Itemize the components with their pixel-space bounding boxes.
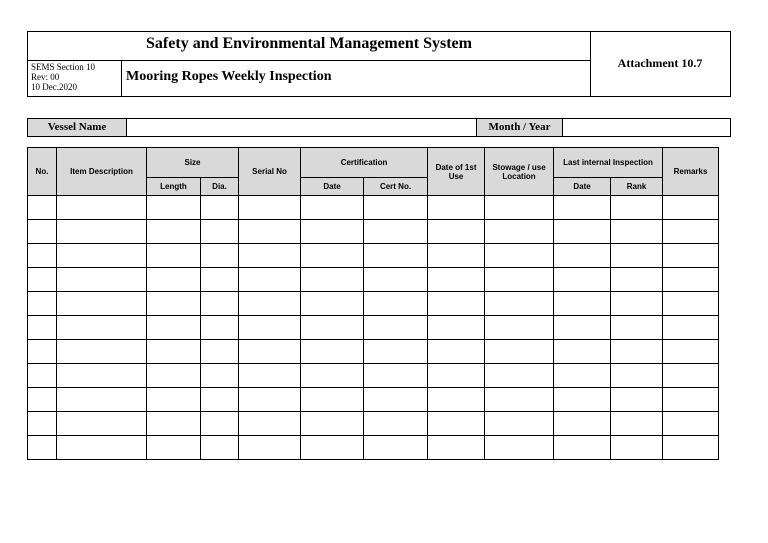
cell-length[interactable] [147,388,201,412]
header-divider-meta [121,60,122,96]
table-row [28,412,719,436]
col-header-size: Size [147,148,239,178]
cell-inspection-date[interactable] [554,364,611,388]
cell-serial-no[interactable] [239,340,301,364]
col-header-no: No. [28,148,57,196]
document-meta [31,62,121,92]
cell-cert-date[interactable] [301,292,364,316]
cell-inspection-rank[interactable] [611,340,663,364]
col-header-serial-no: Serial No [239,148,301,196]
cell-inspection-date[interactable] [554,244,611,268]
cell-inspection-rank[interactable] [611,196,663,220]
cell-inspection-date[interactable] [554,412,611,436]
cell-stowage-location[interactable] [485,388,554,412]
cell-no[interactable] [28,340,57,364]
cell-length[interactable] [147,436,201,460]
cell-length[interactable] [147,268,201,292]
cell-dia[interactable] [201,268,239,292]
col-header-inspection-rank: Rank [611,178,663,196]
cell-item-description[interactable] [57,340,147,364]
cell-cert-no[interactable] [364,412,428,436]
table-row [28,340,719,364]
table-row [28,268,719,292]
col-header-certification: Certification [301,148,428,178]
cell-no[interactable] [28,244,57,268]
cell-no[interactable] [28,196,57,220]
cell-length[interactable] [147,364,201,388]
cell-length[interactable] [147,316,201,340]
cell-no[interactable] [28,316,57,340]
cell-serial-no[interactable] [239,316,301,340]
cell-remarks[interactable] [663,364,719,388]
cell-stowage-location[interactable] [485,340,554,364]
cell-cert-date[interactable] [301,268,364,292]
cell-date-first-use[interactable] [428,292,485,316]
cell-cert-no[interactable] [364,220,428,244]
cell-remarks[interactable] [663,244,719,268]
cell-dia[interactable] [201,412,239,436]
cell-date-first-use[interactable] [428,220,485,244]
cell-serial-no[interactable] [239,220,301,244]
cell-no[interactable] [28,292,57,316]
col-header-length: Length [147,178,201,196]
cell-inspection-date[interactable] [554,340,611,364]
cell-dia[interactable] [201,364,239,388]
cell-length[interactable] [147,292,201,316]
cell-remarks[interactable] [663,196,719,220]
cell-inspection-rank[interactable] [611,316,663,340]
cell-serial-no[interactable] [239,244,301,268]
cell-no[interactable] [28,364,57,388]
doc-section: SEMS Section 10 [31,62,96,72]
cell-serial-no[interactable] [239,412,301,436]
table-row [28,364,719,388]
cell-cert-date[interactable] [301,220,364,244]
cell-remarks[interactable] [663,316,719,340]
doc-date: 10 Dec.2020 [31,82,77,92]
cell-remarks[interactable] [663,388,719,412]
cell-date-first-use[interactable] [428,412,485,436]
cell-item-description[interactable] [57,436,147,460]
cell-no[interactable] [28,220,57,244]
attachment-label: Attachment 10.7 [617,56,703,70]
cell-date-first-use[interactable] [428,364,485,388]
col-header-cert-date: Date [301,178,364,196]
cell-remarks[interactable] [663,268,719,292]
table-row [28,196,719,220]
cell-cert-no[interactable] [364,196,428,220]
col-header-remarks: Remarks [663,148,719,196]
table-row [28,292,719,316]
inspection-table [27,147,719,460]
cell-item-description[interactable] [57,412,147,436]
cell-cert-date[interactable] [301,388,364,412]
cell-inspection-date[interactable] [554,268,611,292]
cell-inspection-rank[interactable] [611,412,663,436]
cell-dia[interactable] [201,196,239,220]
doc-revision: Rev: 00 [31,72,60,82]
col-header-inspection-date: Date [554,178,611,196]
cell-inspection-rank[interactable] [611,436,663,460]
cell-item-description[interactable] [57,244,147,268]
cell-length[interactable] [147,340,201,364]
month-year-label: Month / Year [477,119,563,136]
cell-no[interactable] [28,268,57,292]
col-header-cert-no: Cert No. [364,178,428,196]
cell-remarks[interactable] [663,412,719,436]
cell-remarks[interactable] [663,340,719,364]
cell-length[interactable] [147,196,201,220]
col-header-item-description: Item Description [57,148,147,196]
cell-inspection-date[interactable] [554,292,611,316]
cell-date-first-use[interactable] [428,268,485,292]
table-body [28,196,719,460]
cell-date-first-use[interactable] [428,316,485,340]
table-row [28,244,719,268]
cell-length[interactable] [147,412,201,436]
cell-dia[interactable] [201,388,239,412]
cell-cert-date[interactable] [301,436,364,460]
cell-inspection-rank[interactable] [611,364,663,388]
cell-date-first-use[interactable] [428,436,485,460]
cell-inspection-rank[interactable] [611,220,663,244]
cell-inspection-date[interactable] [554,436,611,460]
cell-stowage-location[interactable] [485,292,554,316]
cell-length[interactable] [147,220,201,244]
cell-serial-no[interactable] [239,292,301,316]
cell-remarks[interactable] [663,292,719,316]
cell-serial-no[interactable] [239,436,301,460]
col-header-dia: Dia. [201,178,239,196]
vessel-name-field[interactable] [127,119,477,136]
cell-item-description[interactable] [57,364,147,388]
cell-dia[interactable] [201,220,239,244]
cell-cert-date[interactable] [301,364,364,388]
cell-cert-no[interactable] [364,340,428,364]
cell-dia[interactable] [201,340,239,364]
table-row [28,436,719,460]
cell-remarks[interactable] [663,220,719,244]
table-row [28,220,719,244]
cell-cert-no[interactable] [364,316,428,340]
cell-item-description[interactable] [57,292,147,316]
cell-item-description[interactable] [57,220,147,244]
cell-inspection-date[interactable] [554,196,611,220]
cell-cert-date[interactable] [301,244,364,268]
cell-cert-date[interactable] [301,196,364,220]
vessel-name-label: Vessel Name [28,119,127,136]
cell-stowage-location[interactable] [485,364,554,388]
cell-serial-no[interactable] [239,364,301,388]
cell-no[interactable] [28,412,57,436]
cell-inspection-rank[interactable] [611,268,663,292]
cell-dia[interactable] [201,244,239,268]
cell-dia[interactable] [201,316,239,340]
cell-cert-no[interactable] [364,244,428,268]
cell-cert-date[interactable] [301,316,364,340]
cell-no[interactable] [28,436,57,460]
cell-stowage-location[interactable] [485,244,554,268]
cell-remarks[interactable] [663,436,719,460]
cell-stowage-location[interactable] [485,268,554,292]
cell-date-first-use[interactable] [428,340,485,364]
month-year-field[interactable] [563,119,730,136]
cell-cert-no[interactable] [364,436,428,460]
vessel-info-row [27,118,731,137]
cell-inspection-rank[interactable] [611,292,663,316]
cell-inspection-date[interactable] [554,316,611,340]
document-header [27,31,731,97]
cell-serial-no[interactable] [239,268,301,292]
cell-serial-no[interactable] [239,388,301,412]
cell-cert-no[interactable] [364,292,428,316]
cell-no[interactable] [28,388,57,412]
cell-cert-date[interactable] [301,340,364,364]
col-header-last-internal-inspection: Last internal Inspection [554,148,663,178]
cell-cert-date[interactable] [301,412,364,436]
cell-stowage-location[interactable] [485,196,554,220]
form-title: Mooring Ropes Weekly Inspection [126,69,332,84]
cell-date-first-use[interactable] [428,196,485,220]
cell-date-first-use[interactable] [428,244,485,268]
system-title: Safety and Environmental Management System [146,35,472,52]
cell-serial-no[interactable] [239,196,301,220]
table-row [28,316,719,340]
cell-stowage-location[interactable] [485,412,554,436]
cell-item-description[interactable] [57,268,147,292]
cell-cert-no[interactable] [364,364,428,388]
cell-inspection-date[interactable] [554,388,611,412]
cell-date-first-use[interactable] [428,388,485,412]
cell-item-description[interactable] [57,316,147,340]
cell-cert-no[interactable] [364,388,428,412]
cell-inspection-rank[interactable] [611,388,663,412]
cell-stowage-location[interactable] [485,436,554,460]
cell-stowage-location[interactable] [485,220,554,244]
cell-stowage-location[interactable] [485,316,554,340]
cell-item-description[interactable] [57,196,147,220]
col-header-date-first-use: Date of 1st Use [428,148,485,196]
cell-item-description[interactable] [57,388,147,412]
cell-inspection-date[interactable] [554,220,611,244]
cell-inspection-rank[interactable] [611,244,663,268]
header-divider-horizontal [28,60,590,61]
cell-cert-no[interactable] [364,268,428,292]
cell-dia[interactable] [201,436,239,460]
col-header-stowage-location: Stowage / use Location [485,148,554,196]
cell-length[interactable] [147,244,201,268]
cell-dia[interactable] [201,292,239,316]
table-row [28,388,719,412]
